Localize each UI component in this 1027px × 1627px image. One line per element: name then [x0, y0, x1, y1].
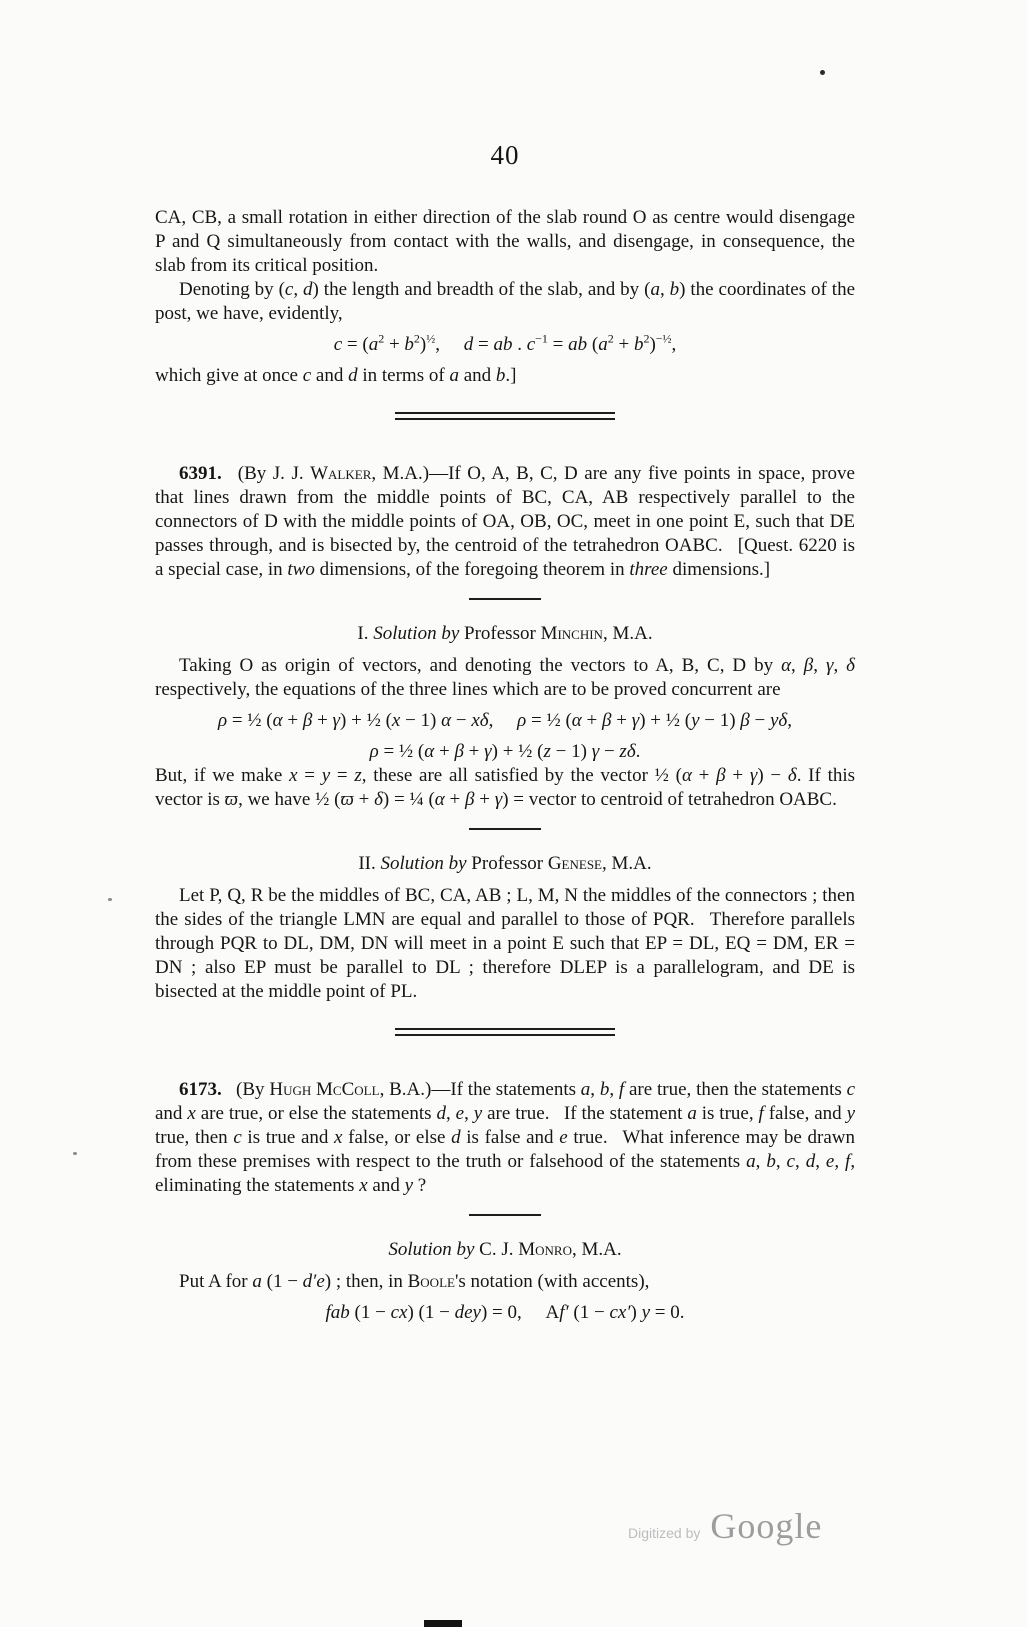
scan-artifact-bar: [424, 1620, 462, 1627]
solution-2-heading: II. Solution by Professor Genese, M.A.: [358, 853, 652, 874]
scan-artifact-dot: [108, 898, 112, 901]
digitization-watermark: [628, 1505, 822, 1547]
intro-paragraph-1: CA, CB, a small rotation in either direction of the slab round O as centre would disengage P and Q simultaneously from contact with the walls, and disengage, in consequence, the slab from its critical position.: [155, 207, 855, 276]
intro-continuation-section: [155, 206, 855, 388]
solution-1-section: [155, 622, 855, 812]
page-text-block: [155, 0, 855, 1325]
digitized-by-label: Digitized by: [628, 1525, 701, 1541]
solution-1-equation-2: ρ = ½ (α + β + γ) + ½ (z − 1) γ − zδ.: [369, 741, 641, 762]
solution-1-paragraph-1: Taking O as origin of vectors, and denoting the vectors to A, B, C, D by α, β, γ, δ respectively, the equations of the three lines which are to be proved concurrent are: [155, 655, 856, 700]
page-number: 40: [490, 140, 520, 170]
solution-2-paragraph-1: Let P, Q, R be the middles of BC, CA, AB ; L, M, N the middles of the connectors ; then the sides of the triangle LMN are equal and parallel to those of PQR. Therefore parallels through PQR to DL, DM, DN will meet in a point E such that EP = DL, EQ = DM, ER = DN ; also EP must be parallel to DL ; therefore DLEP is a parallelogram, and DE is bisected at the middle point of PL.: [155, 885, 855, 1002]
solution-divider-rule: [469, 828, 541, 830]
solution-divider-rule: [469, 1214, 541, 1216]
solution-2-section: [155, 852, 855, 1004]
section-divider-double-rule: [395, 1028, 615, 1036]
problem-6173-statement: 6173. (By Hugh McColl, B.A.)—If the statements a, b, f are true, then the statements c and x are true, or else the statements d, e, y are true. If the statement a is true, f false, and y true, then c is true and x false, or else d is false and e true. What inference may be drawn from these premises with respect to the truth or falsehood of the statements a, b, c, d, e, f, eliminating the statements x and y ?: [155, 1079, 856, 1196]
section-divider-double-rule: [395, 412, 615, 420]
problem-6391-section: [155, 462, 855, 582]
solution-3-heading: Solution by C. J. Monro, M.A.: [388, 1239, 622, 1260]
problem-6173-section: [155, 1078, 855, 1198]
intro-paragraph-3: which give at once c and d in terms of a and b.]: [155, 365, 517, 386]
intro-paragraph-2: Denoting by (c, d) the length and breadth of the slab, and by (a, b) the coordinates of the post, we have, evidently,: [155, 279, 856, 324]
solution-3-paragraph-1: Put A for a (1 − d′e) ; then, in Boole's notation (with accents),: [179, 1271, 650, 1292]
solution-1-equation-1: ρ = ½ (α + β + γ) + ½ (x − 1) α − xδ, ρ = ½ (α + β + γ) + ½ (y − 1) β − yδ,: [217, 710, 793, 731]
solution-1-paragraph-2: But, if we make x = y = z, these are all satisfied by the vector ½ (α + β + γ) − δ. If this vector is ϖ, we have ½ (ϖ + δ) = ¼ (α + β + γ) = vector to centroid of tetrahedron OABC.: [155, 765, 856, 810]
solution-3-equation: fab (1 − cx) (1 − dey) = 0, Af′ (1 − cx′) y = 0.: [325, 1302, 685, 1323]
problem-6391-statement: 6391. (By J. J. Walker, M.A.)—If O, A, B, C, D are any five points in space, prove that lines drawn from the middle points of BC, CA, AB respectively parallel to the connectors of D with the middle points of OA, OB, OC, meet in one point E, such that DE passes through, and is bisected by, the centroid of the tetrahedron OABC. [Quest. 6220 is a special case, in two dimensions, of the foregoing theorem in three dimensions.]: [155, 463, 855, 580]
google-logo: Google: [710, 1506, 823, 1546]
intro-equation: $c = (a^2 + b^2)^{\frac{1}{2}}$, d = ab . $c^{-1}$ = ab $(a^2 + b^2)^{-\frac{1}{2}}$,: [333, 331, 677, 355]
solution-1-heading: I. Solution by Professor Minchin, M.A.: [357, 623, 653, 644]
scan-artifact-dot: [73, 1152, 77, 1155]
solution-3-section: [155, 1238, 855, 1325]
scan-artifact-dot: [820, 70, 825, 75]
solution-divider-rule: [469, 598, 541, 600]
